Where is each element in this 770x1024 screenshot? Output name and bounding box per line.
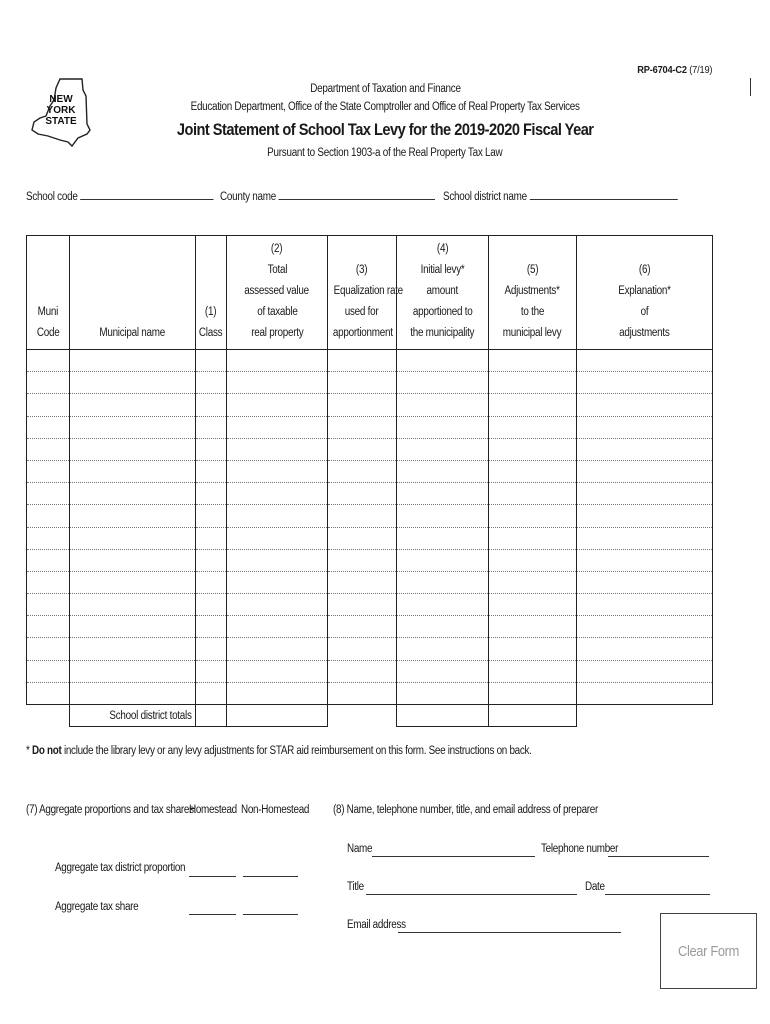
table-cell[interactable] xyxy=(227,616,328,638)
table-cell[interactable] xyxy=(328,438,397,460)
table-row xyxy=(27,571,713,593)
table-cell[interactable] xyxy=(397,638,489,660)
section8-label: (8) Name, telephone number, title, and email address of preparer xyxy=(333,804,598,816)
table-cell[interactable] xyxy=(489,638,577,660)
column-header-text: (4) xyxy=(436,243,449,255)
column-header-text: Adjustments* xyxy=(504,285,561,297)
column-header-text: of xyxy=(640,306,649,318)
table-cell[interactable] xyxy=(227,416,328,438)
column-header-text: (6) xyxy=(638,264,651,276)
table-cell[interactable] xyxy=(70,438,196,460)
column-header xyxy=(577,236,713,350)
table-cell[interactable] xyxy=(328,549,397,571)
svg-text:YORK: YORK xyxy=(46,105,76,116)
table-body xyxy=(27,350,713,727)
totals-label: School district totals xyxy=(70,705,196,727)
table-cell[interactable] xyxy=(489,350,577,372)
table-cell[interactable] xyxy=(196,594,227,616)
column-header-text: (5) xyxy=(526,264,539,276)
totals-spacer xyxy=(328,705,397,727)
table-cell[interactable] xyxy=(196,682,227,704)
table-cell[interactable] xyxy=(70,416,196,438)
table-cell[interactable] xyxy=(489,438,577,460)
table-row xyxy=(27,594,713,616)
table-row xyxy=(27,616,713,638)
totals-cell[interactable] xyxy=(227,705,328,727)
table-cell[interactable] xyxy=(489,416,577,438)
table-cell[interactable] xyxy=(196,527,227,549)
page-title: Joint Statement of School Tax Levy for the 2019-2020 Fiscal Year xyxy=(176,120,594,139)
column-header-text: apportionment xyxy=(332,327,393,339)
table-cell[interactable] xyxy=(397,571,489,593)
table-cell[interactable] xyxy=(196,438,227,460)
table-cell[interactable] xyxy=(70,594,196,616)
table-cell[interactable] xyxy=(577,372,713,394)
table-cell[interactable] xyxy=(328,616,397,638)
table-cell[interactable] xyxy=(227,483,328,505)
table-row xyxy=(27,438,713,460)
table-cell[interactable] xyxy=(397,660,489,682)
table-cell[interactable] xyxy=(227,438,328,460)
table-cell[interactable] xyxy=(397,416,489,438)
preparer-name-label: Name xyxy=(347,843,373,855)
table-cell[interactable] xyxy=(328,350,397,372)
share-homestead-input[interactable] xyxy=(189,914,236,915)
table-cell[interactable] xyxy=(397,594,489,616)
table-cell[interactable] xyxy=(397,438,489,460)
table-cell[interactable] xyxy=(489,682,577,704)
table-cell[interactable] xyxy=(227,682,328,704)
date-input[interactable] xyxy=(605,894,710,895)
table-cell[interactable] xyxy=(70,638,196,660)
table-cell[interactable] xyxy=(397,616,489,638)
table-cell[interactable] xyxy=(577,416,713,438)
column-header-text: apportioned to xyxy=(412,306,473,318)
table-cell[interactable] xyxy=(328,527,397,549)
column-header-text: Equalization rate xyxy=(333,285,403,297)
table-cell[interactable] xyxy=(196,483,227,505)
column-header-text: (2) xyxy=(271,243,283,255)
table-row xyxy=(27,549,713,571)
table-cell[interactable] xyxy=(577,527,713,549)
column-header-text: Explanation* xyxy=(618,285,671,297)
table-row xyxy=(27,660,713,682)
column-header-text: adjustments xyxy=(619,327,670,339)
table-cell[interactable] xyxy=(70,350,196,372)
column-header-text: (3) xyxy=(356,264,368,276)
page-subtitle: Pursuant to Section 1903-a of the Real Property Tax Law xyxy=(267,147,503,159)
totals-cell[interactable] xyxy=(489,705,577,727)
table-cell[interactable] xyxy=(328,638,397,660)
table-row xyxy=(27,505,713,527)
section7-label: (7) Aggregate proportions and tax shares: xyxy=(26,804,197,816)
table-cell[interactable] xyxy=(577,394,713,416)
table-cell[interactable] xyxy=(227,660,328,682)
table-cell[interactable] xyxy=(227,372,328,394)
table-cell[interactable] xyxy=(196,660,227,682)
table-cell[interactable] xyxy=(70,527,196,549)
date-label: Date xyxy=(585,881,605,893)
table-cell[interactable] xyxy=(27,638,70,660)
table-cell[interactable] xyxy=(70,660,196,682)
totals-row xyxy=(27,705,713,727)
table-cell[interactable] xyxy=(489,460,577,482)
homestead-heading: Homestead xyxy=(189,804,237,816)
column-header-text: Municipal name xyxy=(99,327,166,339)
preparer-title-label: Title xyxy=(347,881,364,893)
table-cell[interactable] xyxy=(328,372,397,394)
table-cell[interactable] xyxy=(328,394,397,416)
table-row xyxy=(27,416,713,438)
share-non-homestead-input[interactable] xyxy=(243,914,298,915)
non-homestead-heading: Non-Homestead xyxy=(241,804,310,816)
table-cell[interactable] xyxy=(397,460,489,482)
table-cell[interactable] xyxy=(227,505,328,527)
table-cell[interactable] xyxy=(196,416,227,438)
proportion-label: Aggregate tax district proportion xyxy=(55,862,186,874)
table-cell[interactable] xyxy=(227,394,328,416)
table-cell[interactable] xyxy=(397,549,489,571)
column-header xyxy=(70,236,196,350)
table-cell[interactable] xyxy=(196,571,227,593)
column-header-text: Class xyxy=(199,327,223,339)
telephone-input[interactable] xyxy=(608,856,709,857)
table-cell[interactable] xyxy=(577,660,713,682)
table-row xyxy=(27,460,713,482)
svg-text:NEW: NEW xyxy=(49,94,73,105)
table-cell[interactable] xyxy=(489,549,577,571)
table-cell[interactable] xyxy=(328,505,397,527)
table-cell[interactable] xyxy=(196,549,227,571)
svg-text:STATE: STATE xyxy=(45,116,77,127)
table-cell[interactable] xyxy=(577,682,713,704)
column-header xyxy=(27,236,70,350)
table-cell[interactable] xyxy=(577,571,713,593)
table-cell[interactable] xyxy=(489,571,577,593)
totals-spacer xyxy=(577,705,713,727)
column-header-text: Initial levy* xyxy=(420,264,465,276)
table-cell[interactable] xyxy=(27,505,70,527)
form-number: RP-6704-C2 (7/19) xyxy=(636,64,712,76)
subdepartment-name: Education Department, Office of the State Comptroller and Office of Real Property Tax Services xyxy=(190,101,580,113)
table-cell[interactable] xyxy=(577,638,713,660)
table-cell[interactable] xyxy=(27,527,70,549)
table-cell[interactable] xyxy=(397,682,489,704)
column-header-text: Muni xyxy=(37,306,59,318)
table-cell[interactable] xyxy=(489,660,577,682)
table-cell[interactable] xyxy=(196,616,227,638)
table-cell[interactable] xyxy=(577,460,713,482)
table-cell[interactable] xyxy=(328,594,397,616)
table-cell[interactable] xyxy=(70,460,196,482)
totals-cell[interactable] xyxy=(196,705,227,727)
table-cell[interactable] xyxy=(577,616,713,638)
county-name-field[interactable]: County name xyxy=(220,188,470,203)
column-header-text: assessed value xyxy=(244,285,310,297)
column-header-text: amount xyxy=(426,285,459,297)
email-label: Email address xyxy=(347,919,406,931)
table-cell[interactable] xyxy=(27,350,70,372)
table-cell[interactable] xyxy=(577,549,713,571)
preparer-name-input[interactable] xyxy=(372,856,535,857)
table-cell[interactable] xyxy=(196,460,227,482)
column-header-text: of taxable xyxy=(256,306,298,318)
school-code-field[interactable]: School code xyxy=(26,188,244,203)
table-cell[interactable] xyxy=(397,350,489,372)
table-cell[interactable] xyxy=(397,394,489,416)
table-cell[interactable] xyxy=(196,394,227,416)
table-cell[interactable] xyxy=(577,438,713,460)
table-cell[interactable] xyxy=(577,505,713,527)
table-cell[interactable] xyxy=(577,594,713,616)
table-cell[interactable] xyxy=(489,372,577,394)
table-cell[interactable] xyxy=(27,616,70,638)
table-cell[interactable] xyxy=(489,616,577,638)
table-cell[interactable] xyxy=(397,505,489,527)
column-header xyxy=(196,236,227,350)
table-row xyxy=(27,483,713,505)
table-cell[interactable] xyxy=(196,638,227,660)
table-cell[interactable] xyxy=(27,571,70,593)
table-cell[interactable] xyxy=(397,372,489,394)
table-cell[interactable] xyxy=(70,616,196,638)
levy-table xyxy=(26,235,713,727)
proportion-non-homestead-input[interactable] xyxy=(243,876,298,877)
share-label: Aggregate tax share xyxy=(55,901,139,913)
preparer-title-input[interactable] xyxy=(366,894,577,895)
table-cell[interactable] xyxy=(577,350,713,372)
column-header xyxy=(489,236,577,350)
table-cell[interactable] xyxy=(227,350,328,372)
proportion-homestead-input[interactable] xyxy=(189,876,236,877)
table-cell[interactable] xyxy=(196,372,227,394)
table-row xyxy=(27,350,713,372)
table-cell[interactable] xyxy=(328,460,397,482)
table-cell[interactable] xyxy=(328,660,397,682)
table-cell[interactable] xyxy=(227,527,328,549)
table-row xyxy=(27,527,713,549)
column-header xyxy=(227,236,328,350)
table-cell[interactable] xyxy=(577,483,713,505)
table-cell[interactable] xyxy=(397,527,489,549)
table-cell[interactable] xyxy=(196,350,227,372)
column-header-text: to the xyxy=(520,306,545,318)
table-cell[interactable] xyxy=(27,660,70,682)
table-cell[interactable] xyxy=(489,394,577,416)
table-cell[interactable] xyxy=(27,372,70,394)
column-header xyxy=(397,236,489,350)
column-header-text: (1) xyxy=(205,306,217,318)
footnote: * Do not include the library levy or any levy adjustments for STAR aid reimbursement on this form. See instructions on back. xyxy=(26,745,532,757)
table-cell[interactable] xyxy=(27,460,70,482)
column-header-text: Code xyxy=(36,327,60,339)
table-cell[interactable] xyxy=(27,594,70,616)
totals-spacer xyxy=(27,705,70,727)
table-cell[interactable] xyxy=(489,483,577,505)
table-row xyxy=(27,394,713,416)
column-header-text: real property xyxy=(250,327,304,339)
table-cell[interactable] xyxy=(27,438,70,460)
table-cell[interactable] xyxy=(27,549,70,571)
table-cell[interactable] xyxy=(70,571,196,593)
table-cell[interactable] xyxy=(489,505,577,527)
table-row xyxy=(27,372,713,394)
table-cell[interactable] xyxy=(328,682,397,704)
table-cell[interactable] xyxy=(328,483,397,505)
table-cell[interactable] xyxy=(70,549,196,571)
table-cell[interactable] xyxy=(489,527,577,549)
column-header-text: used for xyxy=(345,306,379,318)
column-header-text: municipal levy xyxy=(503,327,562,339)
table-cell[interactable] xyxy=(70,505,196,527)
table-cell[interactable] xyxy=(27,483,70,505)
table-cell[interactable] xyxy=(70,394,196,416)
table-header-row xyxy=(27,236,713,350)
table-cell[interactable] xyxy=(70,682,196,704)
totals-cell[interactable] xyxy=(397,705,489,727)
table-row xyxy=(27,682,713,704)
table-cell[interactable] xyxy=(27,416,70,438)
table-row xyxy=(27,638,713,660)
table-cell[interactable] xyxy=(227,549,328,571)
column-header xyxy=(328,236,403,350)
column-header-text: the municipality xyxy=(410,327,475,339)
table-cell[interactable] xyxy=(70,372,196,394)
table-cell[interactable] xyxy=(227,594,328,616)
table-cell[interactable] xyxy=(27,682,70,704)
table-cell[interactable] xyxy=(397,483,489,505)
table-cell[interactable] xyxy=(489,594,577,616)
table-cell[interactable] xyxy=(27,394,70,416)
table-cell[interactable] xyxy=(196,505,227,527)
table-cell[interactable] xyxy=(70,483,196,505)
clear-form-button[interactable]: Clear Form xyxy=(660,913,757,989)
column-header-text: Total xyxy=(267,264,287,276)
department-name: Department of Taxation and Finance xyxy=(309,83,461,95)
school-district-name-field[interactable]: School district name xyxy=(443,188,716,203)
table-cell[interactable] xyxy=(227,638,328,660)
table-cell[interactable] xyxy=(227,571,328,593)
table-cell[interactable] xyxy=(227,460,328,482)
table-cell[interactable] xyxy=(328,416,397,438)
telephone-label: Telephone number xyxy=(541,843,619,855)
table-cell[interactable] xyxy=(328,571,397,593)
email-input[interactable] xyxy=(398,932,621,933)
